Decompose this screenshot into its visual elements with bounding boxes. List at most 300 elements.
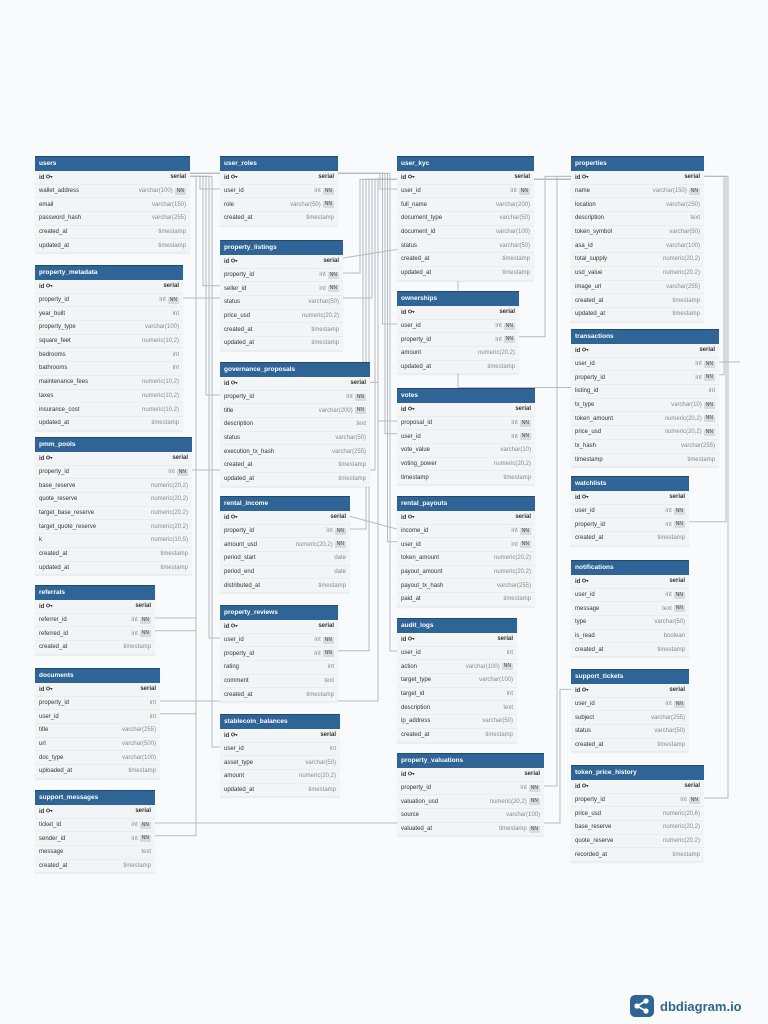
- table-column-row[interactable]: [571, 426, 719, 440]
- table-header[interactable]: property_valuations: [397, 753, 544, 768]
- table-header[interactable]: token_price_history: [571, 765, 704, 780]
- table-column-row[interactable]: [571, 226, 704, 240]
- table-column-row[interactable]: [571, 602, 689, 616]
- table-column-row[interactable]: [397, 511, 535, 525]
- table-column-row[interactable]: [35, 600, 155, 614]
- column-type: text: [141, 849, 151, 856]
- column-type: varchar(200): [318, 407, 353, 414]
- table-column-row[interactable]: [571, 412, 719, 426]
- table-column-row[interactable]: [397, 660, 517, 674]
- column-type: int: [172, 365, 179, 372]
- column-type: varchar(255): [151, 215, 186, 222]
- table-column-row[interactable]: [35, 846, 155, 860]
- dbdiagram-share-icon: [630, 995, 654, 1017]
- table-header[interactable]: ownerships: [397, 291, 519, 306]
- column-name: comment: [224, 678, 249, 685]
- table-column-row[interactable]: [220, 579, 350, 593]
- table-column-row[interactable]: [571, 440, 719, 454]
- table-column-row[interactable]: [397, 458, 535, 472]
- primary-key-icon: [231, 258, 238, 265]
- table-users[interactable]: [35, 156, 190, 253]
- table-column-row[interactable]: [571, 253, 704, 267]
- table-column-row[interactable]: [220, 418, 370, 432]
- table-column-row[interactable]: [35, 280, 183, 294]
- table-column-row[interactable]: [571, 739, 689, 753]
- table-column-row[interactable]: [220, 198, 338, 212]
- column-type: numeric(10,2): [141, 406, 179, 413]
- table-column-row[interactable]: [397, 782, 544, 796]
- column-type: timestamp: [499, 826, 527, 833]
- column-type: numeric(20,2): [662, 270, 700, 277]
- column-type: serial: [669, 494, 685, 501]
- column-name: asa_id: [575, 242, 593, 249]
- table-column-row[interactable]: [220, 634, 338, 648]
- table-column-row[interactable]: [220, 404, 370, 418]
- table-column-row[interactable]: [397, 593, 535, 607]
- table-column-row[interactable]: [35, 641, 155, 655]
- table-column-row[interactable]: [397, 768, 544, 782]
- table-column-row[interactable]: [397, 347, 519, 361]
- table-column-row[interactable]: [35, 507, 192, 521]
- column-name: price_usd: [575, 810, 602, 817]
- table-header[interactable]: audit_logs: [397, 618, 517, 633]
- table-header[interactable]: properties: [571, 156, 704, 171]
- column-name: id: [575, 494, 589, 501]
- table-column-row[interactable]: [397, 239, 534, 253]
- column-name: created_at: [401, 256, 430, 263]
- primary-key-icon: [582, 347, 589, 354]
- column-type: int: [131, 835, 138, 842]
- table-user-kyc[interactable]: [397, 156, 534, 281]
- table-header[interactable]: referrals: [35, 585, 155, 600]
- table-column-row[interactable]: [397, 267, 534, 281]
- table-column-row[interactable]: [397, 306, 519, 320]
- table-column-row[interactable]: [220, 323, 343, 337]
- column-name: property_type: [39, 324, 76, 331]
- column-name: id: [401, 309, 415, 316]
- table-property-metadata[interactable]: [35, 265, 183, 431]
- table-column-row[interactable]: [220, 770, 340, 784]
- table-header[interactable]: users: [35, 156, 190, 171]
- table-column-row[interactable]: [397, 212, 534, 226]
- table-column-row[interactable]: [35, 452, 192, 466]
- table-column-row[interactable]: [35, 832, 155, 846]
- table-support-tickets[interactable]: [571, 669, 689, 752]
- not-null-badge: NN: [329, 271, 337, 278]
- table-column-row[interactable]: [571, 505, 689, 519]
- table-header[interactable]: property_metadata: [35, 265, 183, 280]
- table-column-row[interactable]: [35, 376, 183, 390]
- column-type: varchar(100): [138, 188, 173, 195]
- not-null-badge: NN: [520, 187, 528, 194]
- column-name: base_reserve: [39, 482, 76, 489]
- table-column-row[interactable]: [35, 335, 183, 349]
- table-column-row[interactable]: [571, 344, 719, 358]
- table-column-row[interactable]: [220, 391, 370, 405]
- primary-key-icon: [408, 636, 415, 643]
- table-column-row[interactable]: [35, 697, 160, 711]
- table-column-row[interactable]: [220, 377, 370, 391]
- table-column-row[interactable]: [35, 417, 183, 431]
- table-notifications[interactable]: [571, 560, 689, 657]
- table-column-row[interactable]: [35, 307, 183, 321]
- table-column-row[interactable]: [397, 253, 534, 267]
- table-column-row[interactable]: [571, 532, 689, 546]
- column-type: varchar(150): [652, 188, 687, 195]
- table-property-valuations[interactable]: [397, 753, 544, 836]
- brand-logo[interactable]: [630, 995, 742, 1017]
- table-column-row[interactable]: [220, 784, 340, 798]
- column-name: property_id: [575, 374, 606, 381]
- column-name: document_id: [401, 229, 436, 236]
- not-null-badge: NN: [521, 419, 529, 426]
- table-column-row[interactable]: [220, 538, 350, 552]
- table-column-row[interactable]: [35, 226, 190, 240]
- column-name: tx_type: [575, 402, 595, 409]
- table-column-row[interactable]: [397, 320, 519, 334]
- column-name: period_start: [224, 555, 256, 562]
- table-governance-proposals[interactable]: [220, 362, 370, 487]
- column-type: serial: [350, 380, 366, 387]
- table-column-row[interactable]: [571, 616, 689, 630]
- column-type: varchar(150): [151, 201, 186, 208]
- table-column-row[interactable]: [220, 688, 338, 702]
- column-type: timestamp: [503, 596, 531, 603]
- primary-key-icon: [46, 455, 53, 462]
- table-column-row[interactable]: [220, 185, 338, 199]
- table-header[interactable]: rental_income: [220, 496, 350, 511]
- table-column-row[interactable]: [220, 171, 338, 185]
- table-header[interactable]: watchlists: [571, 476, 689, 491]
- table-column-row[interactable]: [35, 765, 160, 779]
- table-column-row[interactable]: [571, 725, 689, 739]
- table-header[interactable]: user_roles: [220, 156, 338, 171]
- not-null-badge: NN: [176, 187, 184, 194]
- table-column-row[interactable]: [397, 674, 517, 688]
- column-name: password_hash: [39, 215, 82, 222]
- table-column-row[interactable]: [220, 337, 343, 351]
- column-type: serial: [684, 783, 700, 790]
- table-column-row[interactable]: [220, 729, 340, 743]
- primary-key-icon: [408, 406, 415, 413]
- table-column-row[interactable]: [220, 310, 343, 324]
- table-column-row[interactable]: [571, 643, 689, 657]
- column-name: square_feet: [39, 338, 71, 345]
- table-header[interactable]: user_kyc: [397, 156, 534, 171]
- table-column-row[interactable]: [220, 432, 370, 446]
- column-type: varchar(255): [650, 714, 685, 721]
- table-column-row[interactable]: [571, 212, 704, 226]
- column-type: int: [149, 713, 156, 720]
- column-type: int: [149, 700, 156, 707]
- table-column-row[interactable]: [571, 684, 689, 698]
- table-column-row[interactable]: [571, 454, 719, 468]
- table-column-row[interactable]: [35, 294, 183, 308]
- column-type: numeric(10,2): [141, 338, 179, 345]
- table-column-row[interactable]: [571, 575, 689, 589]
- table-column-row[interactable]: [571, 821, 704, 835]
- table-column-row[interactable]: [220, 255, 343, 269]
- table-column-row[interactable]: [35, 493, 192, 507]
- table-property-listings[interactable]: [220, 240, 343, 351]
- table-column-row[interactable]: [220, 647, 338, 661]
- table-properties[interactable]: [571, 156, 704, 322]
- table-rental-income[interactable]: [220, 496, 350, 593]
- column-name: created_at: [575, 535, 604, 542]
- table-header[interactable]: votes: [397, 388, 535, 403]
- table-column-row[interactable]: [35, 724, 160, 738]
- table-column-row[interactable]: [397, 171, 534, 185]
- column-type: text: [356, 421, 366, 428]
- table-column-row[interactable]: [35, 738, 160, 752]
- table-column-row[interactable]: [397, 566, 535, 580]
- table-header[interactable]: stablecoin_balances: [220, 714, 340, 729]
- column-type: varchar(100): [495, 229, 530, 236]
- table-column-row[interactable]: [35, 548, 192, 562]
- table-column-row[interactable]: [397, 795, 544, 809]
- table-column-row[interactable]: [220, 269, 343, 283]
- column-type: int: [510, 188, 517, 195]
- table-column-row[interactable]: [220, 212, 338, 226]
- table-header[interactable]: property_reviews: [220, 605, 338, 620]
- table-column-row[interactable]: [571, 711, 689, 725]
- column-name: description: [224, 421, 254, 428]
- table-documents[interactable]: [35, 668, 160, 779]
- table-header[interactable]: property_listings: [220, 240, 343, 255]
- table-column-row[interactable]: [397, 417, 535, 431]
- table-column-row[interactable]: [397, 198, 534, 212]
- table-column-row[interactable]: [571, 848, 704, 862]
- table-column-row[interactable]: [571, 294, 704, 308]
- table-header[interactable]: rental_payouts: [397, 496, 535, 511]
- column-name: rating: [224, 664, 240, 671]
- table-column-row[interactable]: [35, 805, 155, 819]
- table-column-row[interactable]: [220, 620, 338, 634]
- table-column-row[interactable]: [397, 715, 517, 729]
- table-column-row[interactable]: [571, 385, 719, 399]
- table-column-row[interactable]: [35, 819, 155, 833]
- table-column-row[interactable]: [35, 479, 192, 493]
- column-name: id: [401, 174, 415, 181]
- not-null-badge: NN: [141, 821, 149, 828]
- table-column-row[interactable]: [571, 807, 704, 821]
- table-pmm-pools[interactable]: [35, 437, 192, 575]
- not-null-badge: NN: [690, 796, 698, 803]
- table-column-row[interactable]: [397, 809, 544, 823]
- column-type: int: [319, 272, 326, 279]
- table-column-row[interactable]: [397, 701, 517, 715]
- table-ownerships[interactable]: [397, 291, 519, 374]
- column-type: serial: [684, 174, 700, 181]
- table-column-row[interactable]: [397, 471, 535, 485]
- table-audit-logs[interactable]: [397, 618, 517, 743]
- column-name: id: [575, 578, 589, 585]
- table-column-row[interactable]: [571, 185, 704, 199]
- table-header[interactable]: notifications: [571, 560, 689, 575]
- table-column-row[interactable]: [571, 239, 704, 253]
- table-column-row[interactable]: [220, 743, 340, 757]
- table-column-row[interactable]: [571, 198, 704, 212]
- table-stablecoin-balances[interactable]: [220, 714, 340, 797]
- table-transactions[interactable]: [571, 329, 719, 467]
- column-type: int: [511, 433, 518, 440]
- table-column-row[interactable]: [220, 473, 370, 487]
- table-column-row[interactable]: [35, 362, 183, 376]
- table-column-row[interactable]: [35, 751, 160, 765]
- column-name: id: [575, 347, 589, 354]
- table-column-row[interactable]: [35, 171, 190, 185]
- table-column-row[interactable]: [397, 729, 517, 743]
- table-column-row[interactable]: [35, 321, 183, 335]
- table-column-row[interactable]: [397, 688, 517, 702]
- column-name: updated_at: [401, 270, 432, 277]
- table-column-row[interactable]: [35, 860, 155, 874]
- column-name: target_base_reserve: [39, 510, 95, 517]
- not-null-badge: NN: [675, 507, 683, 514]
- column-type: int: [326, 528, 333, 535]
- table-column-row[interactable]: [571, 630, 689, 644]
- column-name: id: [401, 406, 415, 413]
- table-column-row[interactable]: [571, 281, 704, 295]
- table-column-row[interactable]: [220, 756, 340, 770]
- table-column-row[interactable]: [397, 823, 544, 837]
- table-column-row[interactable]: [397, 226, 534, 240]
- column-type: varchar(100): [121, 754, 156, 761]
- table-header[interactable]: pmm_pools: [35, 437, 192, 452]
- table-column-row[interactable]: [35, 212, 190, 226]
- column-name: title: [224, 407, 234, 414]
- table-column-row[interactable]: [397, 333, 519, 347]
- column-name: message: [39, 849, 64, 856]
- table-column-row[interactable]: [571, 780, 704, 794]
- table-column-row[interactable]: [397, 552, 535, 566]
- table-column-row[interactable]: [397, 185, 534, 199]
- table-column-row[interactable]: [571, 589, 689, 603]
- table-column-row[interactable]: [571, 491, 689, 505]
- column-name: k: [39, 537, 42, 544]
- column-type: serial: [499, 309, 515, 316]
- table-column-row[interactable]: [397, 430, 535, 444]
- not-null-badge: NN: [675, 700, 683, 707]
- table-column-row[interactable]: [35, 466, 192, 480]
- column-type: varchar(50): [335, 435, 366, 442]
- table-column-row[interactable]: [571, 518, 689, 532]
- column-type: varchar(255): [680, 443, 715, 450]
- column-name: seller_id: [224, 285, 247, 292]
- table-column-row[interactable]: [571, 399, 719, 413]
- table-column-row[interactable]: [571, 171, 704, 185]
- table-column-row[interactable]: [220, 296, 343, 310]
- table-column-row[interactable]: [571, 371, 719, 385]
- not-null-badge: NN: [530, 825, 538, 832]
- table-column-row[interactable]: [35, 534, 192, 548]
- table-referrals[interactable]: [35, 585, 155, 655]
- table-column-row[interactable]: [220, 675, 338, 689]
- table-header[interactable]: support_tickets: [571, 669, 689, 684]
- column-name: proposal_id: [401, 420, 433, 427]
- table-column-row[interactable]: [35, 627, 155, 641]
- table-column-row[interactable]: [220, 282, 343, 296]
- table-column-row[interactable]: [35, 710, 160, 724]
- table-header[interactable]: support_messages: [35, 790, 155, 805]
- table-header[interactable]: governance_proposals: [220, 362, 370, 377]
- table-column-row[interactable]: [35, 562, 192, 576]
- table-column-row[interactable]: [397, 361, 519, 375]
- table-support-messages[interactable]: [35, 790, 155, 873]
- table-column-row[interactable]: [397, 403, 535, 417]
- table-column-row[interactable]: [220, 566, 350, 580]
- table-column-row[interactable]: [397, 633, 517, 647]
- table-column-row[interactable]: [397, 444, 535, 458]
- table-user-roles[interactable]: [220, 156, 338, 226]
- column-type: int: [520, 785, 527, 792]
- column-type: date: [334, 569, 346, 576]
- table-votes[interactable]: [397, 388, 535, 485]
- table-header[interactable]: documents: [35, 668, 160, 683]
- column-type: int: [506, 691, 513, 698]
- table-column-row[interactable]: [35, 239, 190, 253]
- table-column-row[interactable]: [220, 511, 350, 525]
- column-type: serial: [699, 347, 715, 354]
- column-name: user_id: [575, 361, 595, 368]
- table-column-row[interactable]: [35, 403, 183, 417]
- table-column-row[interactable]: [220, 525, 350, 539]
- table-column-row[interactable]: [35, 614, 155, 628]
- table-column-row[interactable]: [35, 683, 160, 697]
- table-header[interactable]: transactions: [571, 329, 719, 344]
- table-watchlists[interactable]: [571, 476, 689, 546]
- column-name: voting_power: [401, 461, 437, 468]
- not-null-badge: NN: [178, 468, 186, 475]
- table-rental-payouts[interactable]: [397, 496, 535, 607]
- column-name: id: [224, 174, 238, 181]
- table-column-row[interactable]: [571, 698, 689, 712]
- table-column-row[interactable]: [35, 390, 183, 404]
- table-column-row[interactable]: [397, 647, 517, 661]
- table-column-row[interactable]: [220, 552, 350, 566]
- table-column-row[interactable]: [220, 661, 338, 675]
- column-name: created_at: [224, 326, 253, 333]
- column-type: timestamp: [311, 340, 339, 347]
- table-column-row[interactable]: [571, 267, 704, 281]
- table-column-row[interactable]: [571, 835, 704, 849]
- table-column-row[interactable]: [571, 794, 704, 808]
- not-null-badge: NN: [675, 591, 683, 598]
- column-name: created_at: [224, 691, 253, 698]
- table-property-reviews[interactable]: [220, 605, 338, 702]
- table-column-row[interactable]: [397, 525, 535, 539]
- table-column-row[interactable]: [35, 348, 183, 362]
- table-column-row[interactable]: [35, 520, 192, 534]
- table-column-row[interactable]: [571, 358, 719, 372]
- table-column-row[interactable]: [35, 198, 190, 212]
- table-column-row[interactable]: [397, 538, 535, 552]
- table-column-row[interactable]: [220, 459, 370, 473]
- column-name: document_type: [401, 215, 443, 222]
- column-name: user_id: [575, 701, 595, 708]
- table-column-row[interactable]: [571, 308, 704, 322]
- column-type: numeric(10,2): [141, 379, 179, 386]
- table-column-row[interactable]: [397, 579, 535, 593]
- table-column-row[interactable]: [220, 445, 370, 459]
- primary-key-icon: [408, 309, 415, 316]
- table-token-price-history[interactable]: [571, 765, 704, 862]
- column-name: price_usd: [224, 313, 251, 320]
- column-name: total_supply: [575, 256, 608, 263]
- column-type: numeric(20,2): [489, 798, 527, 805]
- table-column-row[interactable]: [35, 185, 190, 199]
- not-null-badge: NN: [675, 521, 683, 528]
